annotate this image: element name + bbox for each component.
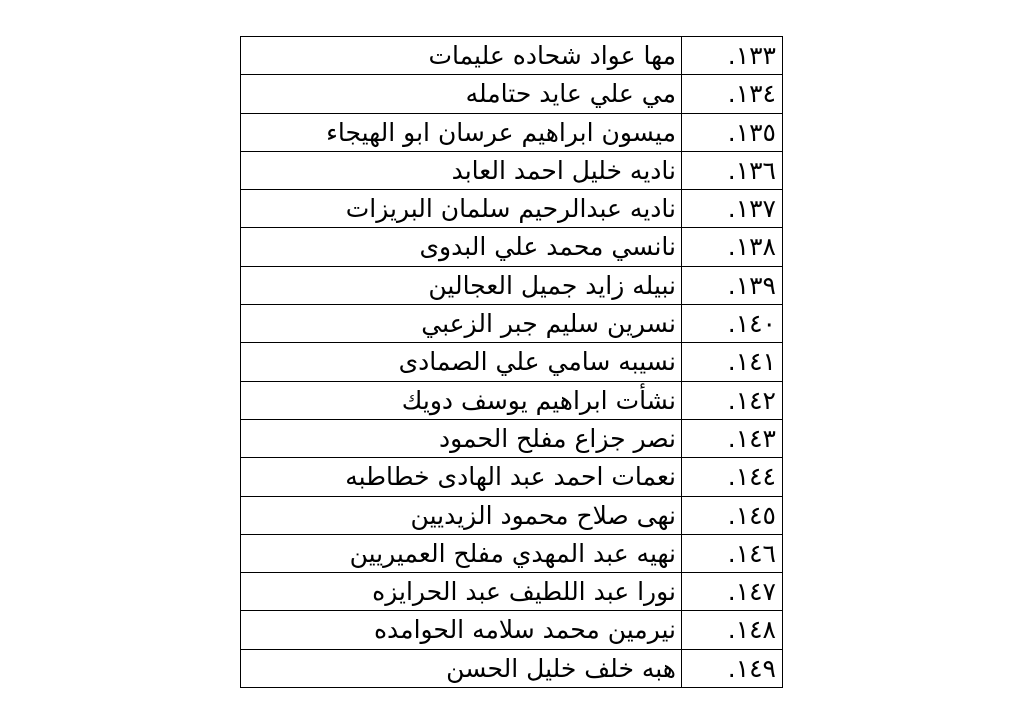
table-row	[241, 305, 782, 343]
row-number: ١٤٢.	[681, 382, 782, 419]
person-name: نانسي محمد علي البدوى	[419, 232, 676, 262]
person-name: نسيبه سامي علي الصمادى	[398, 347, 676, 377]
person-name: ناديه خليل احمد العابد	[451, 155, 676, 185]
row-number: ١٤٥.	[681, 497, 782, 534]
row-number: ١٤١.	[681, 343, 782, 380]
table-row	[241, 611, 782, 649]
row-number: ١٤٧.	[681, 573, 782, 610]
row-number: ١٣٣.	[681, 37, 782, 74]
table-row	[241, 228, 782, 266]
person-name: نسرين سليم جبر الزعبي	[421, 309, 676, 339]
person-name: مها عواد شحاده عليمات	[428, 41, 676, 70]
row-number: ١٣٩.	[681, 267, 782, 304]
row-number: ١٣٥.	[681, 114, 782, 151]
row-number: ١٤٩.	[681, 650, 782, 687]
table-row	[241, 382, 782, 420]
person-name: نعمات احمد عبد الهادى خطاطبه	[345, 462, 676, 492]
row-number: ١٤٣.	[681, 420, 782, 457]
table-row	[241, 535, 782, 573]
table-row	[241, 190, 782, 228]
row-number: ١٤٠.	[681, 305, 782, 342]
table-row	[241, 37, 782, 75]
person-name: نصر جزاع مفلح الحمود	[438, 423, 676, 453]
table-row	[241, 458, 782, 496]
table-row	[241, 152, 782, 190]
names-table	[240, 36, 783, 688]
table-row	[241, 420, 782, 458]
table-row	[241, 114, 782, 152]
person-name: نبيله زايد جميل العجالين	[428, 270, 676, 300]
row-number: ١٤٨.	[681, 611, 782, 648]
person-name: مي علي عايد حتامله	[465, 79, 676, 109]
row-number: ١٤٤.	[681, 458, 782, 495]
person-name: نهيه عبد المهدي مفلح العميريين	[349, 538, 676, 568]
person-name: هبه خلف خليل الحسن	[446, 653, 676, 683]
row-number: ١٣٤.	[681, 75, 782, 112]
table-row	[241, 267, 782, 305]
person-name: نورا عبد اللطيف عبد الحرايزه	[372, 577, 676, 607]
person-name: نيرمين محمد سلامه الحوامده	[373, 615, 676, 645]
table-row	[241, 650, 782, 688]
table-row	[241, 343, 782, 381]
person-name: نشأت ابراهيم يوسف دويك	[401, 385, 676, 415]
table-row	[241, 75, 782, 113]
row-number: ١٣٨.	[681, 228, 782, 265]
person-name: ميسون ابراهيم عرسان ابو الهيجاء	[326, 117, 676, 147]
row-number: ١٣٦.	[681, 152, 782, 189]
table-row	[241, 497, 782, 535]
row-number: ١٤٦.	[681, 535, 782, 572]
person-name: نهى صلاح محمود الزيديين	[410, 500, 676, 530]
person-name: ناديه عبدالرحيم سلمان البريزات	[345, 194, 676, 224]
table-row	[241, 573, 782, 611]
row-number: ١٣٧.	[681, 190, 782, 227]
